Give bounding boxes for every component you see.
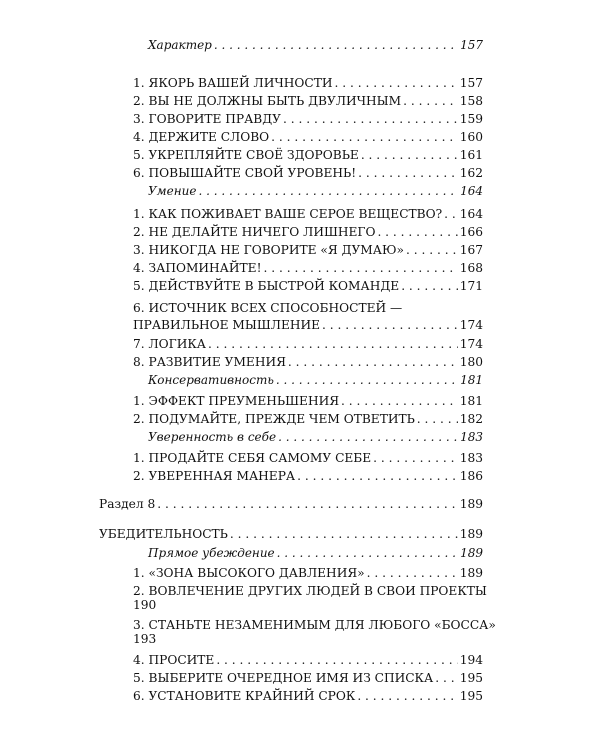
toc-item bbox=[133, 94, 483, 108]
toc-page: 194 bbox=[459, 653, 483, 667]
leader-dots bbox=[271, 130, 458, 144]
toc-subsection-harakter bbox=[133, 38, 483, 52]
toc-title: 1. «ЗОНА ВЫСОКОГО ДАВЛЕНИЯ» bbox=[133, 566, 365, 580]
toc-title-line-1 bbox=[133, 301, 483, 315]
toc-subsection-uverennost bbox=[133, 430, 483, 444]
toc-page: 183 bbox=[460, 430, 483, 444]
leader-dots bbox=[214, 38, 458, 52]
toc-item bbox=[133, 337, 483, 351]
toc-item bbox=[133, 355, 483, 369]
leader-dots bbox=[297, 469, 458, 483]
toc-subsection-pryamoe bbox=[133, 546, 483, 560]
toc-title: 4. ПРОСИТЕ bbox=[133, 653, 215, 667]
toc-page: 164 bbox=[459, 207, 483, 221]
leader-dots bbox=[230, 527, 458, 541]
toc-page: 160 bbox=[459, 130, 483, 144]
leader-dots bbox=[373, 451, 458, 465]
toc-section-8 bbox=[99, 497, 483, 511]
leader-dots bbox=[417, 412, 458, 426]
toc-title: Характер bbox=[148, 38, 212, 52]
leader-dots bbox=[278, 430, 458, 444]
leader-dots bbox=[283, 112, 458, 126]
toc-title: 5. УКРЕПЛЯЙТЕ СВОЁ ЗДОРОВЬЕ bbox=[133, 148, 359, 162]
toc-title: Консервативность bbox=[148, 373, 274, 387]
toc-page: 181 bbox=[460, 373, 483, 387]
toc-title: 2. ВОВЛЕЧЕНИЕ ДРУГИХ ЛЮДЕЙ В СВОИ ПРОЕКТЫ bbox=[133, 584, 487, 598]
toc-page: 183 bbox=[459, 451, 483, 465]
toc-page: 164 bbox=[460, 184, 483, 198]
toc-item bbox=[133, 112, 483, 126]
toc-title: 1. ПРОДАЙТЕ СЕБЯ САМОМУ СЕБЕ bbox=[133, 451, 372, 465]
toc-item bbox=[133, 148, 483, 162]
toc-title: 2. НЕ ДЕЛАЙТЕ НИЧЕГО ЛИШНЕГО bbox=[133, 225, 376, 239]
toc-page: 186 bbox=[459, 469, 483, 483]
toc-item bbox=[133, 469, 483, 483]
toc-item bbox=[133, 130, 483, 144]
toc-item bbox=[133, 412, 483, 426]
toc-title: 6. ИСТОЧНИК ВСЕХ СПОСОБНОСТЕЙ — bbox=[133, 301, 403, 315]
leader-dots bbox=[263, 261, 457, 275]
toc-title: Уверенность в себе bbox=[148, 430, 277, 444]
toc-page: 195 bbox=[459, 671, 483, 685]
toc-item bbox=[133, 166, 483, 180]
leader-dots bbox=[334, 76, 457, 90]
toc-page: 166 bbox=[459, 225, 483, 239]
toc-page: 168 bbox=[459, 261, 483, 275]
toc-title: Прямое убеждение bbox=[148, 546, 275, 560]
toc-item bbox=[133, 76, 483, 90]
toc-page: 157 bbox=[460, 38, 483, 52]
toc-title: 7. ЛОГИКА bbox=[133, 337, 207, 351]
leader-dots bbox=[401, 279, 458, 293]
toc-item bbox=[133, 279, 483, 293]
toc-title: 6. ПОВЫШАЙТЕ СВОЙ УРОВЕНЬ! bbox=[133, 166, 357, 180]
leader-dots bbox=[277, 546, 458, 560]
toc-title: 5. ВЫБЕРИТЕ ОЧЕРЕДНОЕ ИМЯ ИЗ СПИСКА bbox=[133, 671, 434, 685]
leader-dots bbox=[276, 373, 458, 387]
toc-title: 3. СТАНЬТЕ НЕЗАМЕНИМЫМ ДЛЯ ЛЮБОГО «БОССА» bbox=[133, 618, 496, 632]
toc-title: 2. ПОДУМАЙТЕ, ПРЕЖДЕ ЧЕМ ОТВЕТИТЬ bbox=[133, 412, 415, 426]
leader-dots bbox=[361, 148, 458, 162]
toc-title: УБЕДИТЕЛЬНОСТЬ bbox=[99, 527, 228, 541]
toc-title-continued: ПРАВИЛЬНОЕ МЫШЛЕНИЕ bbox=[133, 318, 321, 332]
toc-title: 6. УСТАНОВИТЕ КРАЙНИЙ СРОК bbox=[133, 689, 356, 703]
toc-page: 167 bbox=[459, 243, 483, 257]
leader-dots bbox=[216, 653, 457, 667]
toc-title: 2. ВЫ НЕ ДОЛЖНЫ БЫТЬ ДВУЛИЧНЫМ bbox=[133, 94, 402, 108]
leader-dots bbox=[444, 207, 458, 221]
toc-item bbox=[133, 394, 483, 408]
toc-title: 1. КАК ПОЖИВАЕТ ВАШЕ СЕРОЕ ВЕЩЕСТВО? bbox=[133, 207, 443, 221]
toc-item bbox=[133, 689, 483, 703]
leader-dots bbox=[377, 225, 457, 239]
toc-item bbox=[133, 451, 483, 465]
leader-dots bbox=[357, 689, 457, 703]
leader-dots bbox=[341, 394, 458, 408]
toc-chapter-ubeditelnost bbox=[99, 527, 483, 541]
toc-page: 171 bbox=[459, 279, 483, 293]
toc-title: 4. ДЕРЖИТЕ СЛОВО bbox=[133, 130, 270, 144]
toc-title: Умение bbox=[148, 184, 197, 198]
toc-title: 3. НИКОГДА НЕ ГОВОРИТЕ «Я ДУМАЮ» bbox=[133, 243, 404, 257]
leader-dots bbox=[157, 497, 458, 511]
toc-page: 181 bbox=[459, 394, 483, 408]
toc-page: 189 bbox=[459, 566, 483, 580]
leader-dots bbox=[322, 318, 458, 332]
leader-dots bbox=[435, 671, 458, 685]
toc-page: 193 bbox=[133, 632, 157, 646]
toc-page: 189 bbox=[460, 546, 483, 560]
toc-title: 8. РАЗВИТИЕ УМЕНИЯ bbox=[133, 355, 286, 369]
toc-item bbox=[133, 207, 483, 221]
toc-title: 3. ГОВОРИТЕ ПРАВДУ bbox=[133, 112, 281, 126]
toc-page: 174 bbox=[459, 318, 483, 332]
leader-dots bbox=[403, 94, 458, 108]
toc-title-line-2 bbox=[133, 318, 483, 332]
toc-item bbox=[133, 566, 483, 580]
toc-page: 157 bbox=[459, 76, 483, 90]
toc-item-wrapped bbox=[133, 618, 496, 646]
toc-item bbox=[133, 671, 483, 685]
toc-item bbox=[133, 261, 483, 275]
leader-dots bbox=[367, 566, 458, 580]
toc-page: 158 bbox=[459, 94, 483, 108]
leader-dots bbox=[358, 166, 458, 180]
toc-title: 2. УВЕРЕННАЯ МАНЕРА bbox=[133, 469, 296, 483]
toc-title: Раздел 8 bbox=[99, 497, 156, 511]
toc-subsection-konservativnost bbox=[133, 373, 483, 387]
toc-page: 162 bbox=[459, 166, 483, 180]
toc-page: 189 bbox=[459, 527, 483, 541]
toc-page: 159 bbox=[459, 112, 483, 126]
toc-item bbox=[133, 653, 483, 667]
leader-dots bbox=[288, 355, 458, 369]
toc-title: 1. ЭФФЕКТ ПРЕУМЕНЬШЕНИЯ bbox=[133, 394, 340, 408]
toc-item bbox=[133, 225, 483, 239]
toc-page: 195 bbox=[459, 689, 483, 703]
leader-dots bbox=[208, 337, 458, 351]
toc-page: 190 bbox=[133, 598, 157, 612]
toc-page: 161 bbox=[459, 148, 483, 162]
leader-dots bbox=[198, 184, 458, 198]
toc-item bbox=[133, 243, 483, 257]
leader-dots bbox=[406, 243, 458, 257]
toc-title: 1. ЯКОРЬ ВАШЕЙ ЛИЧНОСТИ bbox=[133, 76, 333, 90]
toc-item-multiline bbox=[133, 301, 483, 332]
toc-item-wrapped bbox=[133, 584, 487, 612]
toc-title: 4. ЗАПОМИНАЙТЕ! bbox=[133, 261, 262, 275]
toc-title: 5. ДЕЙСТВУЙТЕ В БЫСТРОЙ КОМАНДЕ bbox=[133, 279, 400, 293]
toc-page: 189 bbox=[459, 497, 483, 511]
toc-page: 182 bbox=[459, 412, 483, 426]
toc-page: 180 bbox=[459, 355, 483, 369]
toc-page: 174 bbox=[459, 337, 483, 351]
toc-subsection-umenie bbox=[133, 184, 483, 198]
